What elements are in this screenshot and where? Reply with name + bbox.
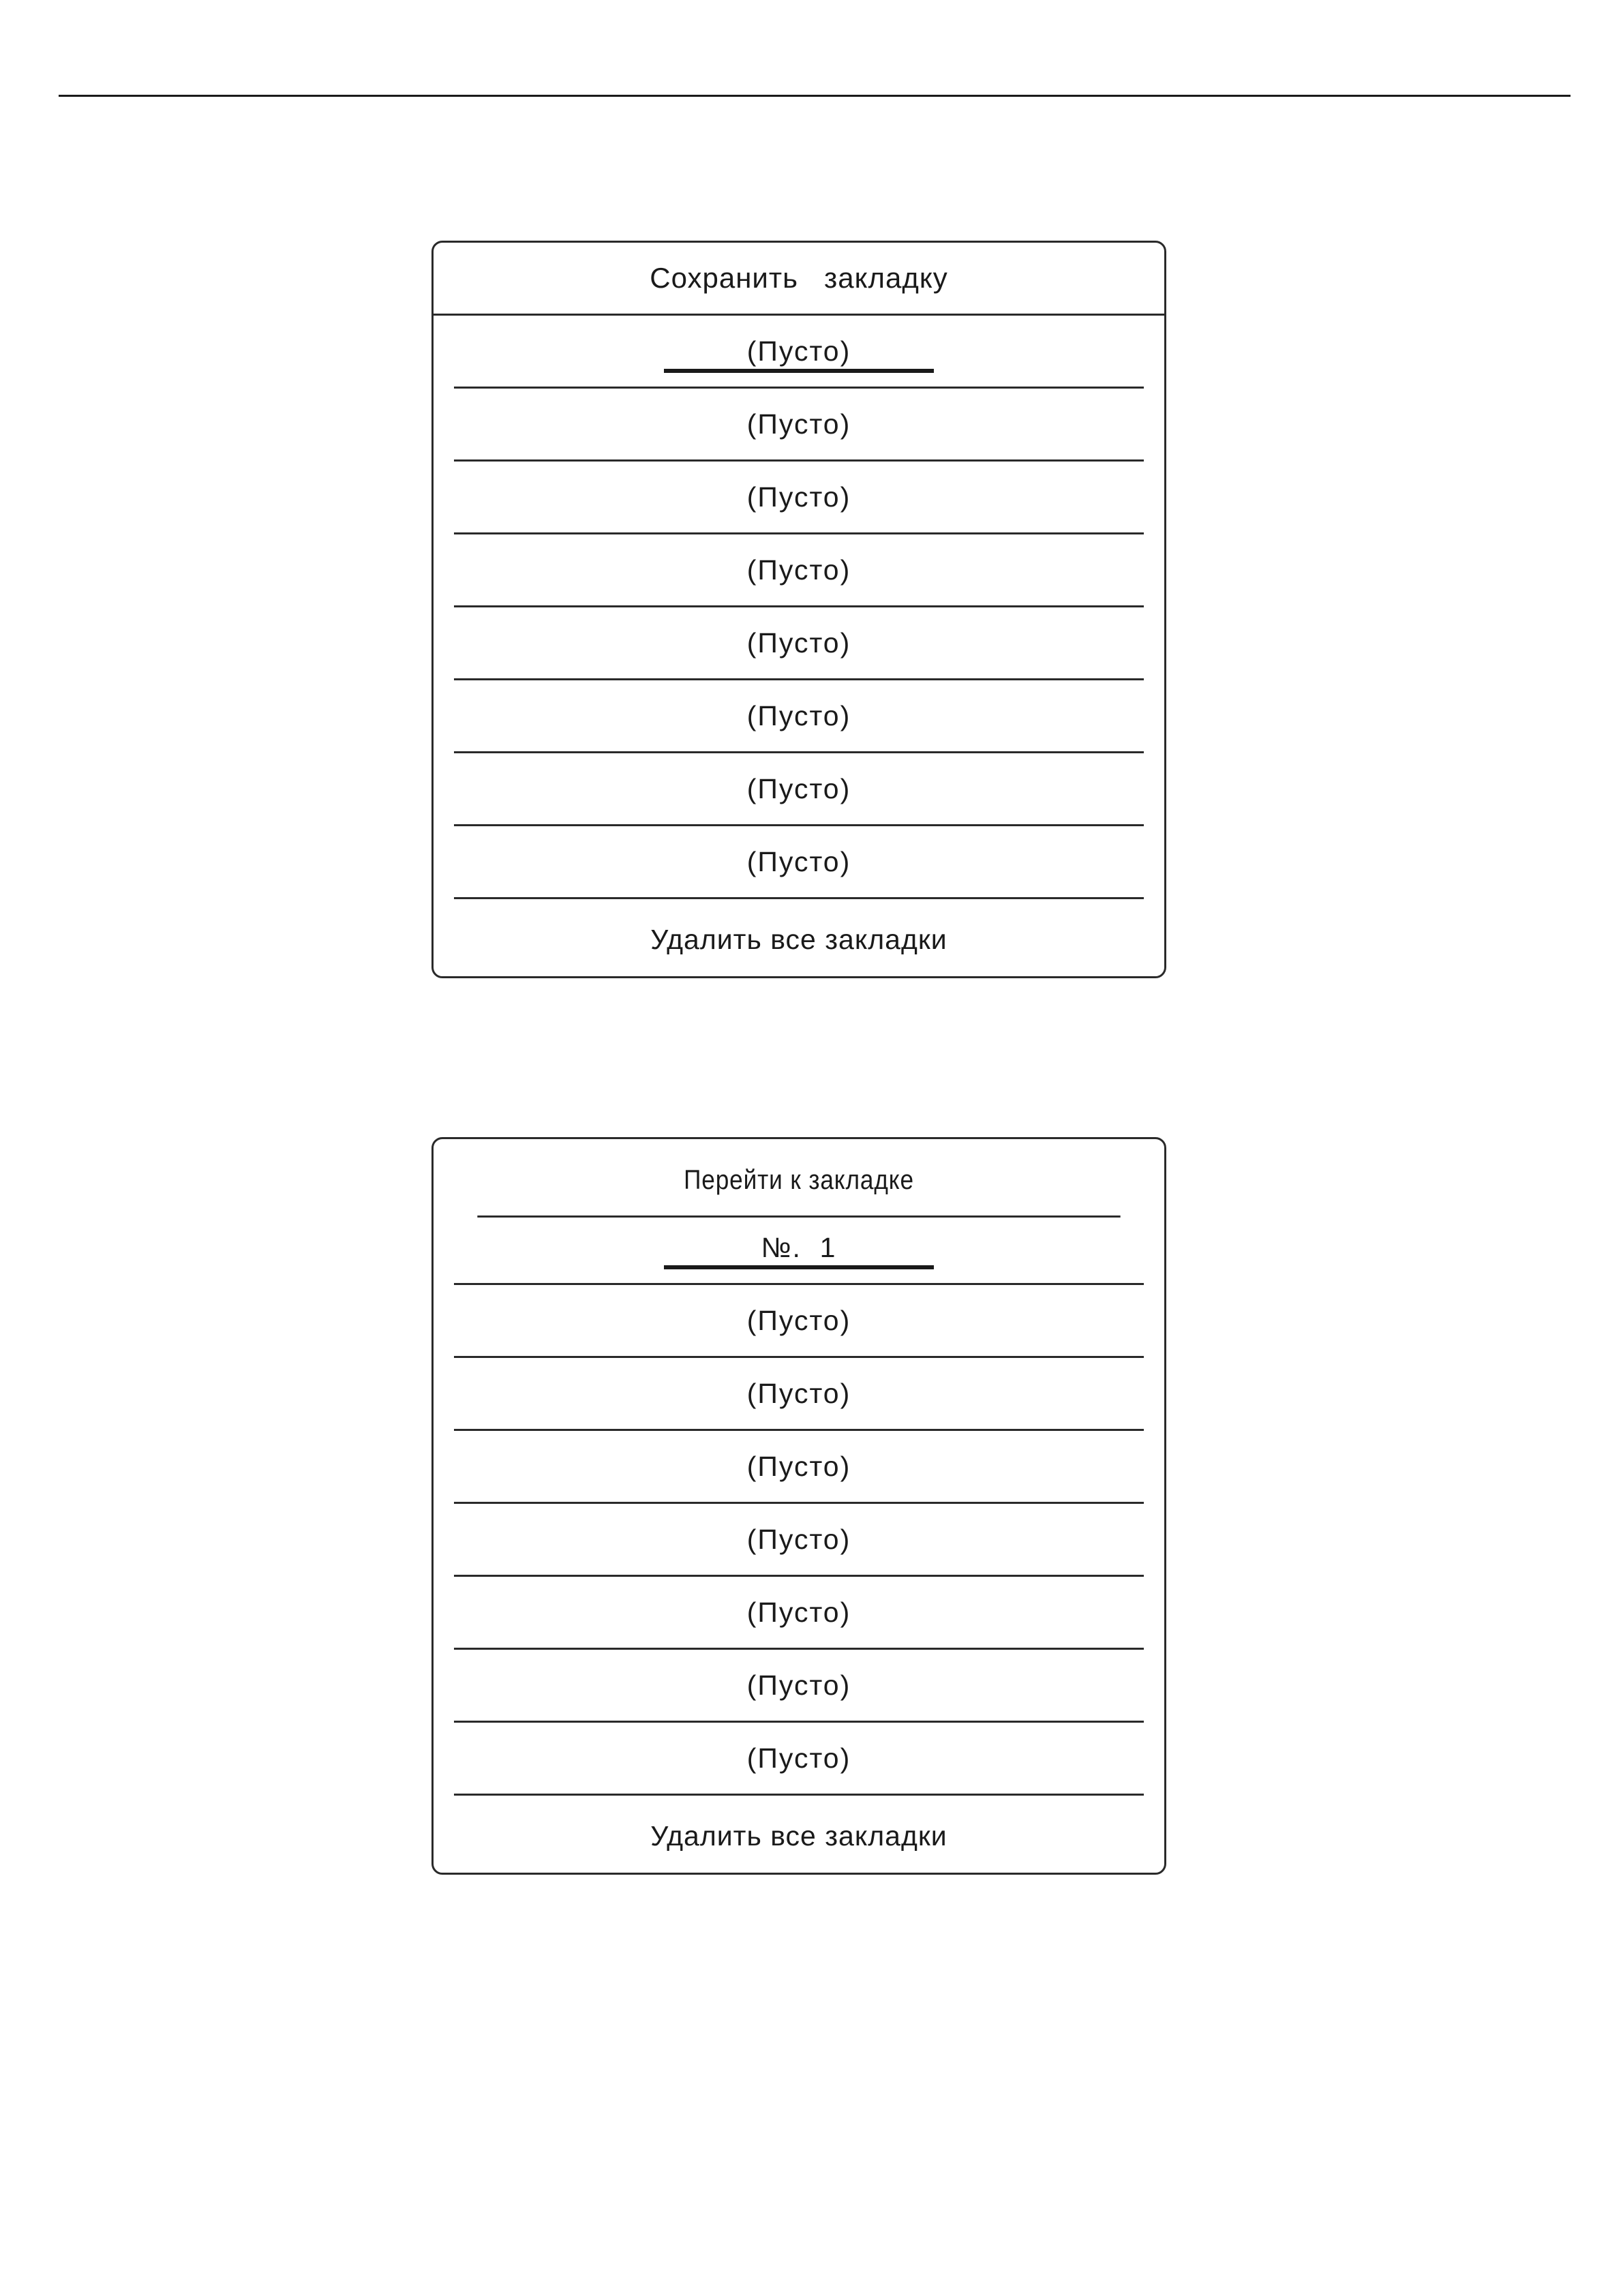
selection-underline: [664, 1265, 934, 1269]
slot-label: (Пусто): [746, 1304, 851, 1336]
bookmark-slot-3[interactable]: [454, 462, 1144, 534]
bookmark-slot-8[interactable]: [454, 826, 1144, 899]
delete-all-label: Удалить все закладки: [650, 1819, 947, 1852]
slot-label: (Пусто): [746, 1377, 851, 1409]
bookmark-slot-1[interactable]: [454, 316, 1144, 389]
slot-label: (Пусто): [746, 1450, 851, 1482]
bookmark-slot-7[interactable]: [454, 1650, 1144, 1723]
slot-label: (Пусто): [746, 845, 851, 877]
slot-label: (Пусто): [746, 1669, 851, 1701]
bookmark-slot-3[interactable]: [454, 1358, 1144, 1431]
slot-label: (Пусто): [746, 1596, 851, 1628]
panel-title: [434, 243, 1164, 316]
slot-label: (Пусто): [746, 1742, 851, 1774]
slot-label: (Пусто): [746, 408, 851, 440]
slot-label: (Пусто): [746, 554, 851, 586]
slot-label: (Пусто): [746, 626, 851, 659]
slot-label: (Пусто): [746, 335, 851, 367]
bookmark-slot-8[interactable]: [454, 1723, 1144, 1796]
goto-bookmark-panel: [431, 1137, 1166, 1875]
slot-label: (Пусто): [746, 699, 851, 731]
bookmark-slot-7[interactable]: [454, 753, 1144, 826]
selection-underline: [664, 369, 934, 373]
slot-label: (Пусто): [746, 481, 851, 513]
delete-all-bookmarks-button[interactable]: [434, 1799, 1164, 1873]
bookmark-slot-5[interactable]: [454, 1504, 1144, 1577]
bookmark-slot-1[interactable]: [454, 1212, 1144, 1285]
bookmark-slot-4[interactable]: [454, 1431, 1144, 1504]
delete-all-label: Удалить все закладки: [650, 923, 947, 955]
save-bookmark-panel: [431, 241, 1166, 978]
goto-bookmark-title: Перейти к закладке: [684, 1164, 914, 1195]
panel-title: [477, 1139, 1120, 1218]
delete-all-bookmarks-button[interactable]: [434, 903, 1164, 976]
bookmark-slot-6[interactable]: [454, 1577, 1144, 1650]
bookmark-slot-4[interactable]: [454, 534, 1144, 607]
bookmark-slot-5[interactable]: [454, 607, 1144, 680]
top-rule: [59, 95, 1571, 97]
slot-label: (Пусто): [746, 772, 851, 804]
bookmark-slot-2[interactable]: [454, 389, 1144, 462]
bookmark-slot-2[interactable]: [454, 1285, 1144, 1358]
slot-label: (Пусто): [746, 1523, 851, 1555]
bookmark-slot-6[interactable]: [454, 680, 1144, 753]
slot-label: №. 1: [761, 1231, 837, 1263]
save-bookmark-title: Сохранить закладку: [650, 262, 948, 294]
